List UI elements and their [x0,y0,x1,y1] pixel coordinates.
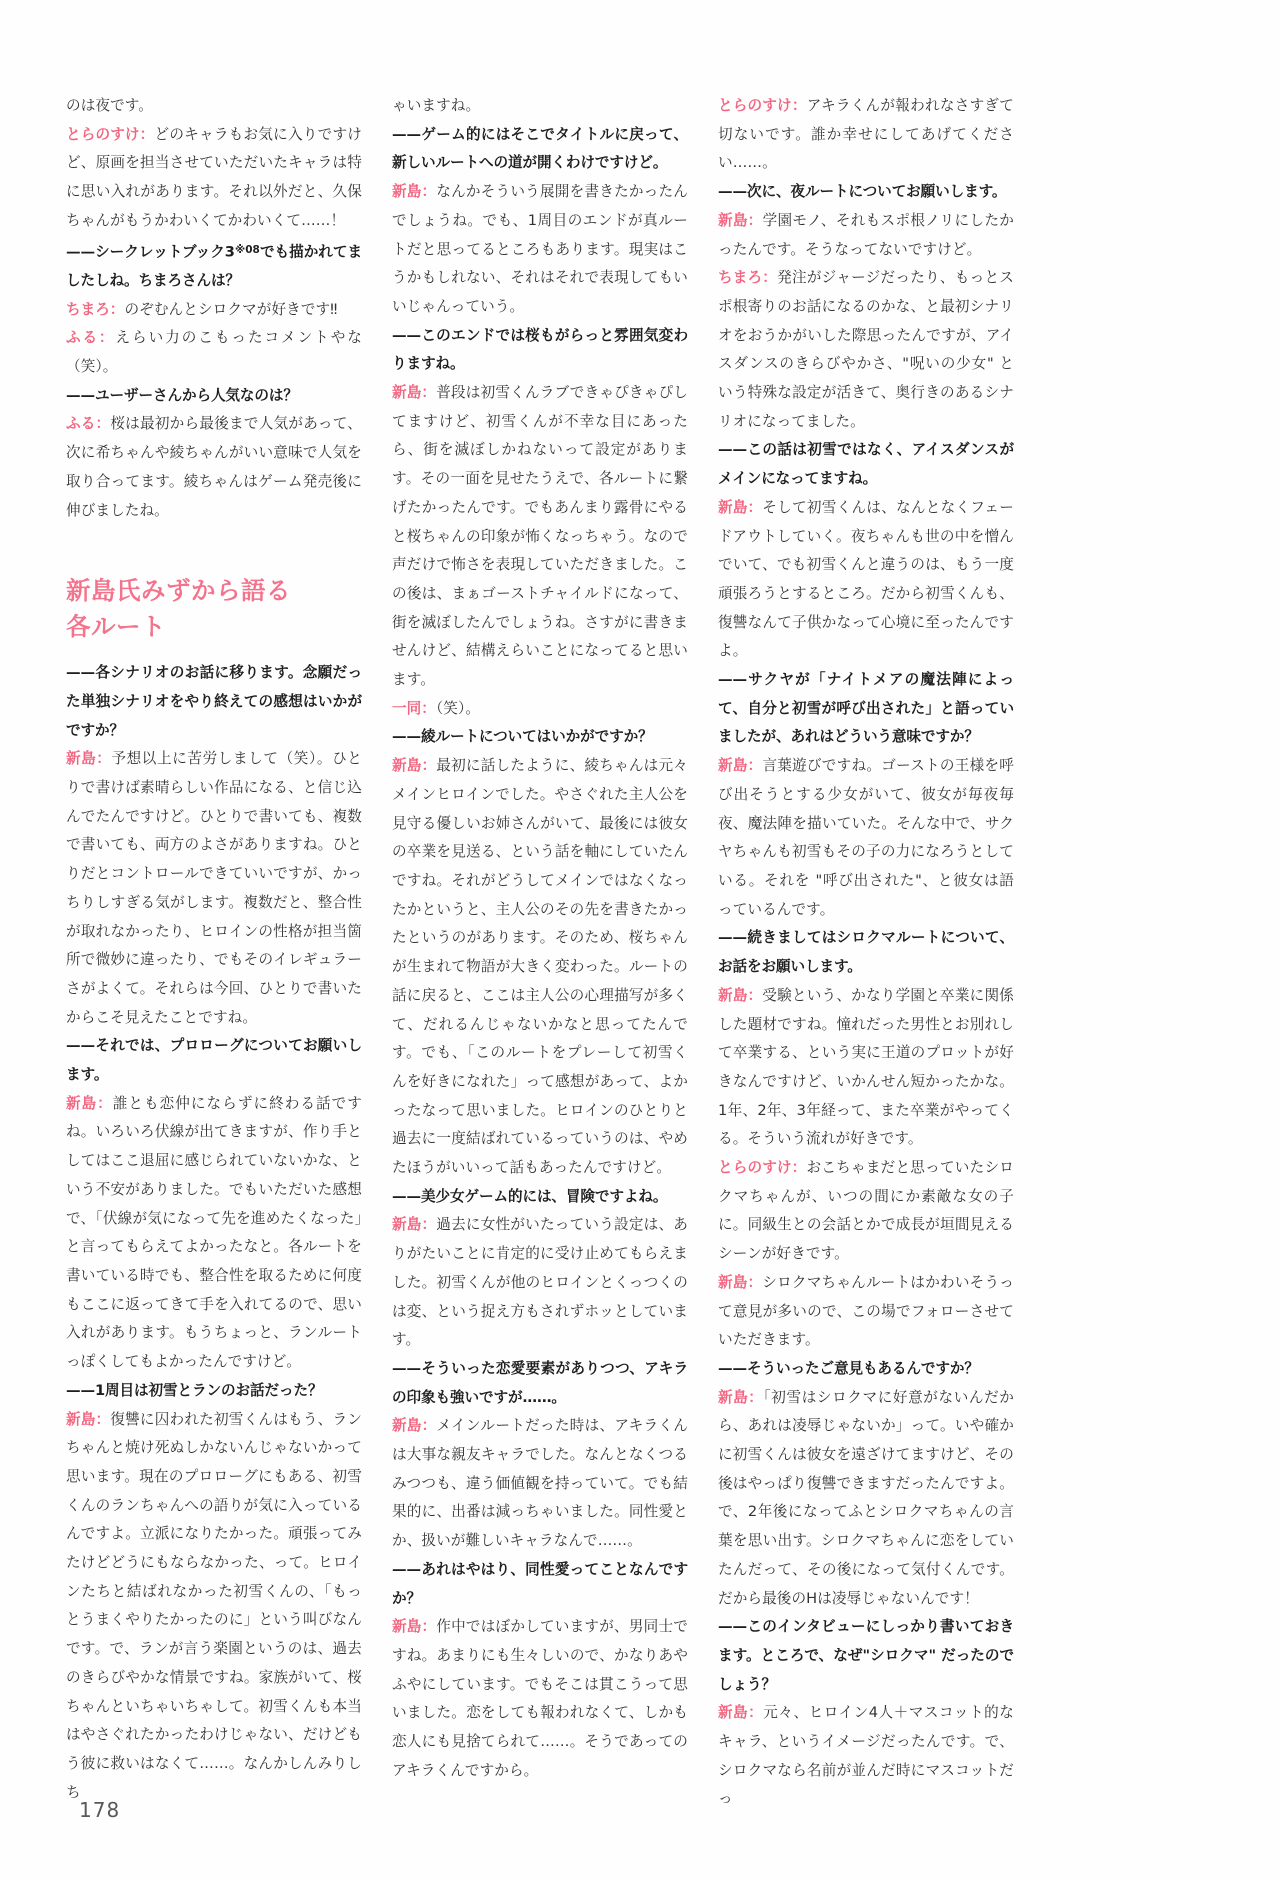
speaker-label: とらのすけ [718,1159,792,1177]
column-middle [392,92,688,1779]
heading-spacer [66,525,362,573]
speaker-label: 新島 [66,1410,96,1428]
speaker-label: 新島 [392,1618,422,1636]
speaker-colon: ： [747,1273,763,1291]
speaker-answer [392,752,688,1183]
interviewer-question [392,1355,688,1412]
column-right [718,92,1014,1808]
speaker-answer [718,264,1014,436]
question-text: ——そういった恋愛要素がありつつ、アキラの印象も強いですが……。 [392,1359,688,1406]
speaker-answer [718,1269,1014,1355]
question-text-continued: でも描かれてましたしね。ちまろさんは？ [66,243,362,289]
speaker-colon: ： [747,498,763,516]
speaker-colon: ： [791,1159,807,1177]
speaker-answer [718,752,1014,924]
answer-text: 言葉遊びですね。ゴーストの王様を呼び出そうとする少女がいて、彼女が毎夜毎夜、魔法陣を描いていた。そんな中で、サクヤちゃんも初雪もその子の力になろうとしている。それを "呼び出された"、と彼女は語っているんです。 [718,757,1014,918]
speaker-label: 新島 [718,1273,748,1291]
speaker-label: ふる [66,415,96,433]
speaker-colon: ： [95,1410,111,1428]
question-text: ——各シナリオのお話に移ります。念願だった単独シナリオをやり終えての感想はいかがですか？ [66,664,362,739]
answer-text: 作中ではぼかしていますが、男同士ですね。あまりにも生々しいので、かなりあやふやにしています。でもそこは貫こうって思いました。恋をしても報われなくて、しかも恋人にも見捨てられて……。そうであってのアキラくんですから。 [392,1618,688,1779]
speaker-colon: ： [747,211,763,229]
body-paragraph [392,92,688,121]
interviewer-question [66,1032,362,1089]
speaker-answer [66,745,362,1032]
speaker-colon: ： [421,1618,437,1636]
speaker-label: 新島 [718,1388,749,1406]
question-text: ——シークレットブック3 [66,243,235,261]
speaker-colon: ： [762,269,778,287]
question-text: ——このエンドでは桜もがらっと雰囲気変わりますね。 [392,326,688,373]
question-text: ——1周目は初雪とランのお話だった？ [66,1381,323,1399]
answer-text: 予想以上に苦労しまして（笑）。ひとりで書けば素晴らしい作品になる、と信じ込んでたんですけど。ひとりで書いても、複数で書いても、両方のよさがありますね。ひとりだとコントロールできていいですが、かっちりしすぎる気がします。複数だと、整合性が取れなかったり、ヒロインの性格が担当箇所で微妙に違ったり、でもそのイレギュラーさがよくて。それらは今回、ひとりで書いたからこそ見えたことですね。 [66,750,362,1026]
speaker-label: 新島 [392,1216,422,1234]
question-text: ——美少女ゲーム的には、冒険ですよね。 [392,1187,668,1205]
speaker-answer [66,1406,362,1808]
speaker-colon: ： [421,699,436,717]
interviewer-question [66,659,362,745]
speaker-label: 一同 [392,699,422,717]
speaker-answer [392,379,688,695]
speaker-label: 新島 [66,750,97,768]
speaker-label: 新島 [392,1417,422,1435]
speaker-answer [392,178,688,322]
speaker-label: とらのすけ [718,97,792,114]
speaker-label: 新島 [718,986,748,1004]
body-text: ゃいますね。 [392,97,481,114]
answer-text: えらい力のこもったコメントやな（笑）。 [66,329,362,375]
speaker-answer [66,121,362,236]
section-heading-line-2: 各ルート [66,612,166,642]
three-column-text-body [66,92,1216,1808]
speaker-answer [392,1211,688,1355]
speaker-colon: ： [421,384,437,402]
speaker-colon: ： [421,1216,437,1234]
speaker-answer [718,494,1014,666]
answer-text: シロクマちゃんルートはかわいそうって意見が多いので、この場でフォローさせていただきます。 [718,1273,1014,1349]
answer-text: なんかそういう展開を書きたかったんでしょうね。でも、1周目のエンドが真ルートだと思ってるところもあります。現実はこうかもしれない、それはそれで表現してもいいじゃんっていう。 [392,183,688,315]
speaker-label: とらのすけ [66,125,140,143]
speaker-label: 新島 [392,384,422,402]
body-text: のは夜です。 [66,97,153,114]
answer-text: メインルートだった時は、アキラくんは大事な親友キャラでした。なんとなくつるみつつも、違う価値観を持っていて。でも結果的に、出番は減っちゃいました。同性愛とか、扱いが難しいキャラなんで……。 [392,1417,688,1550]
answer-text: 桜は最初から最後まで人気があって、次に希ちゃんや綾ちゃんがいい意味で人気を取り合ってます。綾ちゃんはゲーム発売後に伸びましたね。 [66,415,362,519]
answer-text: そして初雪くんは、なんとなくフェードアウトしていく。夜ちゃんも世の中を憎んでいて、でも初雪くんと違うのは、もう一度頑張ろうとするところ。だから初雪くんも、復讐なんて子供かなって心境に至ったんですよ。 [718,498,1014,660]
interviewer-question [392,121,688,178]
interviewer-question [66,382,362,411]
speaker-label: 新島 [392,183,422,201]
question-text: ——このインタビューにしっかり書いておきます。ところで、なぜ"シロクマ" だったのでしょう？ [718,1618,1014,1693]
interviewer-question [718,666,1014,752]
speaker-colon: ： [421,1417,437,1435]
answer-text: 発注がジャージだったり、もっとスポ根寄りのお話になるのかな、と最初シナリオをおうかがいした際思ったんですが、アイスダンスのきらびやかさ、"呪いの少女" という特殊な設定が活きて、奥行きのあるシナリオになってました。 [718,269,1014,430]
speaker-colon: ： [748,1704,764,1722]
interviewer-question [392,723,688,752]
speaker-label: 新島 [718,211,748,229]
speaker-colon: ： [421,757,437,775]
speaker-answer [66,324,362,381]
speaker-answer [718,1154,1014,1269]
speaker-label: 新島 [66,1094,98,1112]
speaker-answer [66,296,362,325]
interviewer-question [718,178,1014,207]
answer-text: 「初雪はシロクマに好意がないんだから、あれは凌辱じゃないか」って。いや確かに初雪くんは彼女を遠ざけてますけど、その後はやっぱり復讐できますだったんですよ。で、2年後になってふとシロクマちゃんの言葉を思い出す。シロクマちゃんに恋をしていたんだって、その後になって気付くんです。だから最後のHは凌辱じゃないんです！ [718,1388,1014,1607]
speaker-label: 新島 [718,757,748,775]
question-text: ——次に、夜ルートについてお願いします。 [718,183,1007,201]
speaker-answer [392,695,688,724]
question-text: ——続きましてはシロクマルートについて、お話をお願いします。 [718,929,1014,976]
answer-text: （笑）。 [435,699,481,717]
answer-text: おこちゃまだと思っていたシロクマちゃんが、いつの間にか素敵な女の子に。同級生との会話とかで成長が垣間見えるシーンが好きです。 [718,1159,1014,1263]
speaker-answer [718,1699,1014,1814]
speaker-colon: ： [421,183,437,201]
interviewer-question [66,1377,362,1406]
question-text: ——あれはやはり、同性愛ってことなんですか？ [392,1560,688,1607]
answer-text: 普段は初雪くんラブできゃぴきゃぴしてますけど、初雪くんが不幸な目にあったら、街を滅ぼしかねないって設定があります。その一面を見せたうえで、各ルートに繋げたかったんです。でもあんまり露骨にやると桜ちゃんの印象が怖くなっちゃう。なので声だけで怖さを表現していただきました。この後は、まぁゴーストチャイルドになって、街を滅ぼしたんでしょうね。さすがに書きませんけど、結構えらいことになってると思います。 [392,384,688,689]
heading-spacer [66,645,362,659]
footnote-marker: ※08 [234,243,260,256]
speaker-colon: ： [747,757,763,775]
speaker-colon: ： [97,1094,113,1112]
interviewer-question [66,236,362,296]
answer-text: 学園モノ、それもスポ根ノリにしたかったんです。そうなってないですけど。 [718,211,1014,258]
answer-text: 復讐に囚われた初雪くんはもう、ランちゃんと焼け死ぬしかないんじゃないかって思います。現在のプロローグにもある、初雪くんのランちゃんへの語りが気に入っているんですよ。立派になりたかった。頑張ってみたけどどうにもならなかった、って。ヒロインたちと結ばれなかった初雪くんの、「もっとうまくやりたかったのに」という叫びなんです。で、ランが言う楽園というのは、過去のきらびやかな情景ですね。家族がいて、桜ちゃんといちゃいちゃして。初雪くんも本当はやさぐれたかったわけじゃない、だけどもう彼に救いはなくて……。なんかしんみりしち [66,1410,362,1801]
speaker-label: 新島 [718,1704,749,1722]
speaker-label: ふる [66,329,99,347]
answer-text: 過去に女性がいたっていう設定は、ありがたいことに肯定的に受け止めてもらえました。初雪くんが他のヒロインとくっつくのは変、という捉え方もされずホッとしています。 [392,1216,688,1349]
speaker-colon: ： [98,329,116,347]
question-text: ——ゲーム的にはそこでタイトルに戻って、新しいルートへの道が開くわけですけど。 [392,125,688,172]
answer-text: アキラくんが報われなさすぎて切ないです。誰か幸せにしてあげてください……。 [718,97,1014,172]
speaker-colon: ： [109,300,125,318]
speaker-answer [392,1412,688,1556]
speaker-answer [66,1090,362,1377]
speaker-colon: ： [95,415,111,433]
answer-text: 元々、ヒロイン4人＋マスコット的なキャラ、というイメージだったんです。で、シロクマなら名前が並んだ時にマスコットだっ [718,1704,1014,1808]
speaker-colon: ： [791,97,807,114]
question-text: ——この話は初雪ではなく、アイスダンスがメインになってますね。 [718,441,1014,488]
interviewer-question [392,1556,688,1613]
question-text: ——サクヤが「ナイトメアの魔法陣によって、自分と初雪が呼び出された」と語っていましたが、あれはどういう意味ですか？ [718,671,1014,746]
speaker-answer [718,1384,1014,1614]
speaker-colon: ： [747,986,763,1004]
speaker-answer [718,982,1014,1154]
section-heading [66,573,362,645]
interviewer-question [392,1183,688,1212]
question-text: ——ユーザーさんから人気なのは？ [66,386,298,404]
answer-text: 最初に話したように、綾ちゃんは元々メインヒロインでした。やさぐれた主人公を見守る優しいお姉さんがいて、最後には彼女の卒業を見送る、という話を軸にしていたんですね。それがどうしてメインではなくなったかというと、主人公のその先を書きたかったというのがあります。そのため、桜ちゃんが生まれて物語が大きく変わった。ルートの話に戻ると、ここは主人公の心理描写が多くて、だれるんじゃないかなと思ってたんです。でも、「このルートをプレーして初雪くんを好きになれた」って感想があって、よかったなって思いました。ヒロインのひとりと過去に一度結ばれているっていうのは、やめたほうがいいって話もあったんですけど。 [392,757,688,1177]
interviewer-question [718,924,1014,981]
interviewer-question [718,1355,1014,1384]
question-text: ——それでは、プロローグについてお願いします。 [66,1037,362,1084]
speaker-colon: ： [96,750,112,768]
speaker-colon: ： [748,1388,764,1406]
speaker-answer [718,92,1014,178]
speaker-answer [66,410,362,525]
page-number: 178 [79,1798,121,1822]
speaker-label: ちまろ [718,269,763,287]
column-left [66,92,362,1801]
answer-text: のぞむんとシロクマが好きです‼ [124,300,338,318]
speaker-answer [392,1613,688,1785]
answer-text: 誰とも恋仲にならずに終わる話ですね。いろいろ伏線が出てきますが、作り手としてはここ退屈に感じられていないかな、という不安がありました。でもいただいた感想で、「伏線が気になって先を進めたくなった」と言ってもらえてよかったなと。各ルートを書いている時でも、整合性を取るために何度もここに返ってきて手を入れてるので、思い入れがあります。もうちょっと、ランルートっぽくしてもよかったんですけど。 [66,1094,362,1371]
question-text: ——綾ルートについてはいかがですか？ [392,728,653,746]
body-paragraph [66,92,362,121]
answer-text: どのキャラもお気に入りですけど、原画を担当させていただいたキャラは特に思い入れがあります。それ以外だと、久保ちゃんがもうかわいくてかわいくて……！ [66,125,362,229]
interviewer-question [718,1613,1014,1699]
question-text: ——そういったご意見もあるんですか？ [718,1359,979,1377]
interviewer-question [718,436,1014,493]
section-heading-line-1: 新島氏みずから語る [66,576,291,606]
speaker-label: ちまろ [66,300,110,318]
speaker-colon: ： [139,125,155,143]
speaker-label: 新島 [718,498,748,516]
speaker-label: 新島 [392,757,422,775]
interviewer-question [392,322,688,379]
speaker-answer [718,207,1014,264]
answer-text: 受験という、かなり学園と卒業に関係した題材ですね。憧れだった男性とお別れして卒業する、という実に王道のプロットが好きなんですけど、いかんせん短かったかな。1年、2年、3年経って、また卒業がやってくる。そういう流れが好きです。 [718,986,1014,1148]
